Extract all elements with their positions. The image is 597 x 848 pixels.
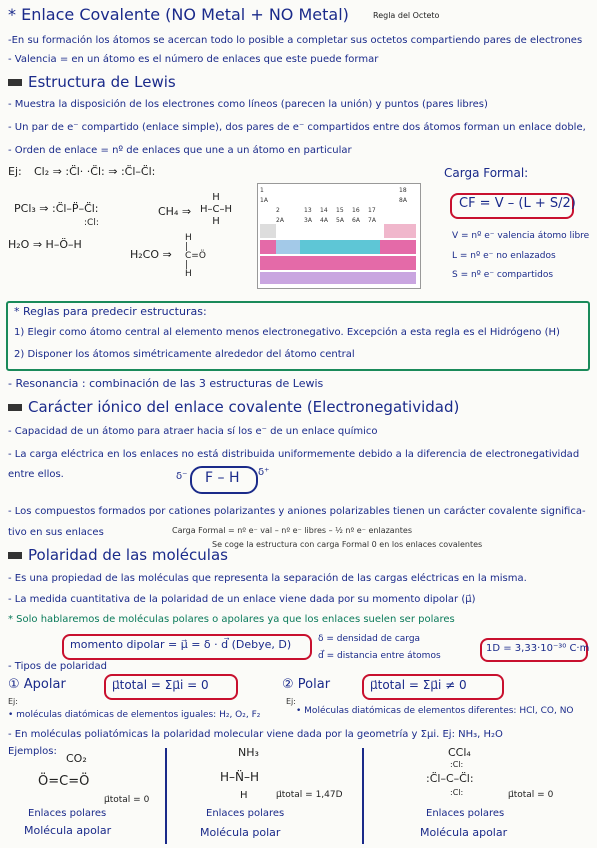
- pt-group-13: 13 3A: [304, 207, 312, 224]
- ejemplos-label: Ejemplos:: [8, 746, 57, 757]
- bullet-icon: [8, 404, 22, 411]
- co2-caption-1: Enlaces polares: [28, 808, 107, 819]
- nh3-caption-1: Enlaces polares: [206, 808, 285, 819]
- pt-group-18: 18 8A: [399, 187, 407, 204]
- ccl4-name: CCl₄: [448, 746, 471, 759]
- carga-formal-def-l: L = nº e⁻ no enlazados: [452, 251, 556, 261]
- nh3-below: H: [240, 790, 248, 801]
- ccl4-caption-2: Molécula apolar: [420, 826, 508, 839]
- lewis-line-3: - Orden de enlace = nº de enlaces que une a un átomo en particular: [8, 145, 352, 156]
- intro-line-1: -En su formación los átomos se acercan todo lo posible a completar sus octetos compartiendo pares de electrones: [8, 35, 583, 46]
- nh3-name: NH₃: [238, 746, 259, 759]
- ch4-h-c-h: H–C–H: [200, 204, 233, 215]
- polar-ej: Ej:: [286, 697, 296, 706]
- ch4-structure: [200, 192, 232, 228]
- ionico-line-1: - Capacidad de un átomo para atraer hacia sí los e⁻ de un enlace químico: [8, 426, 378, 437]
- pt-group-16: 16 6A: [352, 207, 360, 224]
- ionico-line-2: - La carga eléctrica en los enlaces no está distribuida uniformemente debido a la diferencia de electronegatividad: [8, 449, 580, 460]
- pt-cell: [260, 256, 416, 270]
- carga-formal-formula: CF = V – (L + S/2): [459, 196, 576, 211]
- pcl3-example: PCl₃ ⇒ :C̈l–P̈–C̈l:: [14, 202, 99, 215]
- poliatomicas-line: - En moléculas poliatómicas la polaridad molecular viene dada por la geometría y Σμi. Ej: NH₃, H₂O: [8, 729, 503, 740]
- debye-unit: 1D = 3,33·10⁻³⁰ C·m: [486, 643, 590, 654]
- pt-cell: [300, 240, 380, 254]
- lewis-heading: [8, 73, 176, 91]
- side-note: Regla del Octeto: [373, 11, 440, 20]
- polarizables-line-1: - Los compuestos formados por cationes polarizantes y aniones polarizables tienen un carácter covalente significa-: [8, 506, 586, 517]
- momento-formula: momento dipolar = μ⃗ = δ · d⃗ (Debye, D): [70, 638, 292, 651]
- rules-heading: * Reglas para predecir estructuras:: [14, 305, 207, 318]
- pt-group-1: 1 1A: [260, 187, 268, 204]
- divider: [165, 748, 167, 844]
- apolar-formula: μ⃗total = Σμ⃗i = 0: [112, 678, 209, 692]
- delta-plus: δ⁺: [258, 467, 270, 478]
- pt-group-2: 2 2A: [276, 207, 284, 224]
- polaridad-heading: [8, 546, 228, 564]
- pt-cell: [260, 240, 276, 254]
- lewis-line-1: - Muestra la disposición de los electrones como líneos (parecen la unión) y puntos (pares libres): [8, 99, 488, 110]
- ccl4-structure: :C̈l–C–C̈l:: [426, 772, 474, 785]
- apolar-desc: • moléculas diatómicas de elementos iguales: H₂, O₂, F₂: [8, 710, 261, 720]
- rule-2: 2) Disponer los átomos simétricamente alrededor del átomo central: [14, 349, 355, 360]
- ch4-formula: CH₄ ⇒: [158, 205, 192, 218]
- h2co-h-bottom: H: [185, 269, 192, 279]
- h2co-bond-bottom: |: [185, 260, 189, 270]
- nh3-mu: μ⃗total = 1,47D: [276, 790, 343, 800]
- carga-formal-def-s: S = nº e⁻ compartidos: [452, 270, 554, 280]
- polar-formula: μ⃗total = Σμ⃗i ≠ 0: [370, 678, 467, 692]
- divider: [362, 748, 364, 844]
- h2co-formula: H₂CO ⇒: [130, 248, 172, 261]
- ch4-h-bottom: H: [212, 216, 220, 227]
- polar-label: ② Polar: [282, 677, 331, 692]
- tipos-line: - Tipos de polaridad: [8, 661, 107, 672]
- h2co-h-top: H: [185, 233, 192, 243]
- rule-1: 1) Elegir como átomo central al elemento menos electronegativo. Excepción a esta regla es el Hidrógeno (H): [14, 327, 560, 338]
- polaridad-line-3: * Solo hablaremos de moléculas polares o apolares ya que los enlaces suelen ser polares: [8, 614, 455, 625]
- pt-cell: [380, 240, 416, 254]
- momento-def-1: δ = densidad de carga: [318, 634, 421, 644]
- bullet-icon: [8, 79, 22, 86]
- pt-cell: [384, 224, 416, 238]
- carga-formal-note: Carga Formal = nº e⁻ val – nº e⁻ libres – ½ nº e⁻ enlazantes: [172, 526, 413, 535]
- carga-formal-def-v: V = nº e⁻ valencia átomo libre: [452, 231, 590, 241]
- ionico-line-3: entre ellos.: [8, 469, 64, 480]
- apolar-ej: Ej:: [8, 697, 18, 706]
- co2-name: CO₂: [66, 752, 87, 765]
- resonancia-line: - Resonancia : combinación de las 3 estructuras de Lewis: [8, 377, 324, 390]
- polar-desc: • Moléculas diatómicas de elementos diferentes: HCl, CO, NO: [296, 706, 574, 716]
- co2-structure: Ö=C=Ö: [38, 774, 90, 789]
- h2co-bond-top: |: [185, 242, 189, 252]
- pt-group-14: 14 4A: [320, 207, 328, 224]
- ch4-h-top: H: [212, 192, 220, 203]
- h2co-structure: [185, 234, 206, 279]
- ccl4-caption-1: Enlaces polares: [426, 808, 505, 819]
- pt-group-17: 17 7A: [368, 207, 376, 224]
- co2-caption-2: Molécula apolar: [24, 824, 112, 837]
- delta-minus: δ⁻: [176, 471, 188, 482]
- polaridad-line-1: - Es una propiedad de las moléculas que representa la separación de las cargas eléctricas en la misma.: [8, 573, 527, 584]
- h2co-c-o: C=Ö: [185, 251, 206, 261]
- pt-cell: [260, 272, 416, 284]
- nh3-structure: H–N̈–H: [220, 770, 260, 784]
- pt-cell: [260, 224, 276, 238]
- intro-line-2: - Valencia = en un átomo es el número de enlaces que este puede formar: [8, 54, 379, 65]
- cl2-example: Cl₂ ⇒ :C̈l· ·C̈l: ⇒ :C̈l–C̈l:: [34, 165, 156, 178]
- escoge-note: Se coge la estructura con carga Formal 0 en los enlaces covalentes: [212, 540, 483, 549]
- momento-def-2: d⃗ = distancia entre átomos: [318, 651, 441, 661]
- h2o-example: H₂O ⇒ H–Ö–H: [8, 238, 82, 251]
- fh-text: F – H: [205, 470, 240, 486]
- lewis-line-2: - Un par de e⁻ compartido (enlace simple), dos pares de e⁻ compartidos entre dos átomos forman un enlace doble,: [8, 122, 586, 133]
- ionico-heading-text: Carácter iónico del enlace covalente (Electronegatividad): [28, 398, 460, 416]
- page-title: * Enlace Covalente (NO Metal + NO Metal): [8, 5, 349, 24]
- ionico-heading: [8, 398, 459, 416]
- lewis-heading-text: Estructura de Lewis: [28, 73, 176, 91]
- pt-cell: [276, 240, 300, 254]
- ccl4-below: :Cl:: [450, 788, 464, 797]
- ej-label: Ej:: [8, 165, 22, 178]
- co2-mu: μ⃗total = 0: [104, 795, 150, 805]
- ccl4-mu: μ⃗total = 0: [508, 790, 554, 800]
- carga-formal-label: Carga Formal:: [444, 166, 529, 180]
- polarizables-line-2: tivo en sus enlaces: [8, 527, 104, 538]
- ccl4-top: :Cl:: [450, 760, 464, 769]
- pt-group-15: 15 5A: [336, 207, 344, 224]
- polaridad-heading-text: Polaridad de las moléculas: [28, 546, 228, 564]
- apolar-label: ① Apolar: [8, 677, 66, 692]
- polaridad-line-2: - La medida cuantitativa de la polaridad de un enlace viene dada por su momento dipolar (μ⃗): [8, 594, 476, 605]
- nh3-caption-2: Molécula polar: [200, 826, 281, 839]
- pcl3-below: :Cl:: [84, 218, 99, 228]
- bullet-icon: [8, 552, 22, 559]
- periodic-table-image: [257, 183, 421, 289]
